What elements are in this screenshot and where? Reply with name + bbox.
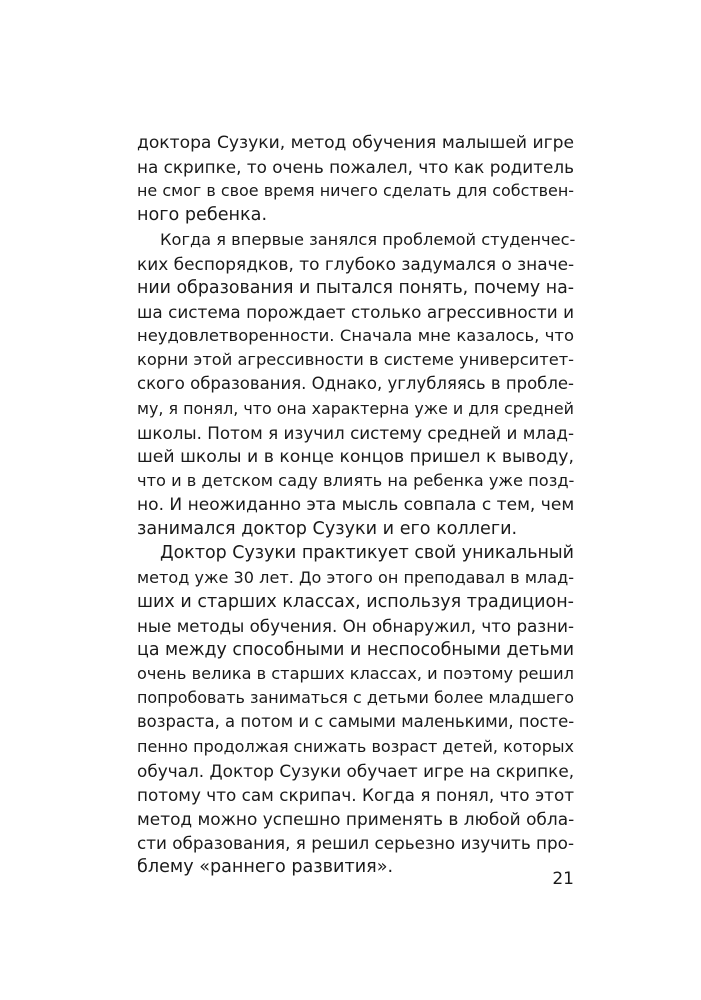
text-line: ного ребенка.	[137, 205, 268, 226]
text-line: что и в детском саду влиять на ребенка уже позд-	[137, 470, 575, 490]
text-line: ких беспорядков, то глубоко задумался о значе-	[137, 253, 575, 274]
text-line: нии образования и пытался понять, почему на-	[137, 277, 574, 298]
text-line: му, я понял, что она характерна уже и для средней	[137, 398, 574, 418]
paragraph-3	[137, 541, 574, 879]
text-line: ца между способными и неспособными детьми	[137, 639, 574, 660]
text-line: ших и старших классах, используя традицион-	[137, 591, 574, 612]
paragraph-2	[137, 228, 574, 542]
paragraph-1	[137, 131, 574, 228]
text-line: метод уже 30 лет. До этого он преподавал в млад-	[137, 567, 574, 587]
text-line: обучал. Доктор Сузуки обучает игре на скрипке,	[137, 760, 575, 781]
text-line: ского образования. Однако, углубляясь в пробле-	[137, 374, 574, 394]
text-line: потому что сам скрипач. Когда я понял, что этот	[137, 784, 574, 805]
body-text	[137, 131, 574, 879]
text-line: попробовать заниматься с детьми более младшего	[137, 688, 574, 708]
text-line: Доктор Сузуки практикует свой уникальный	[160, 543, 574, 564]
page-number: 21	[552, 869, 574, 889]
text-line: школы. Потом я изучил систему средней и млад-	[137, 422, 574, 443]
text-line: пенно продолжая снижать возраст детей, которых	[137, 736, 575, 756]
text-line: занимался доктор Сузуки и его коллеги.	[137, 519, 518, 540]
text-line: но. И неожиданно эта мысль совпала с тем, чем	[137, 495, 575, 516]
text-line: блему «раннего развития».	[137, 857, 394, 878]
text-line: сти образования, я решил серьезно изучить про-	[137, 833, 574, 854]
text-line: на скрипке, то очень пожалел, что как родитель	[137, 157, 574, 178]
text-line: метод можно успешно применять в любой обла-	[137, 808, 575, 829]
text-line: очень велика в старших классах, и поэтому решил	[137, 664, 574, 684]
text-line: возраста, а потом и с самыми маленькими, посте-	[137, 712, 575, 732]
text-line: не смог в свое время ничего сделать для собствен-	[137, 181, 574, 201]
text-line: Когда я впервые занялся проблемой студенчес-	[160, 229, 576, 249]
text-line: шей школы и в конце концов пришел к выводу,	[137, 446, 574, 467]
text-line: ные методы обучения. Он обнаружил, что разни-	[137, 615, 574, 636]
text-line: неудовлетворенности. Сначала мне казалось, что	[137, 326, 574, 346]
text-line: корни этой агрессивности в системе университет-	[137, 350, 575, 370]
text-line: ша система порождает столько агрессивности и	[137, 301, 574, 322]
text-line: доктора Сузуки, метод обучения малышей игре	[137, 133, 574, 153]
